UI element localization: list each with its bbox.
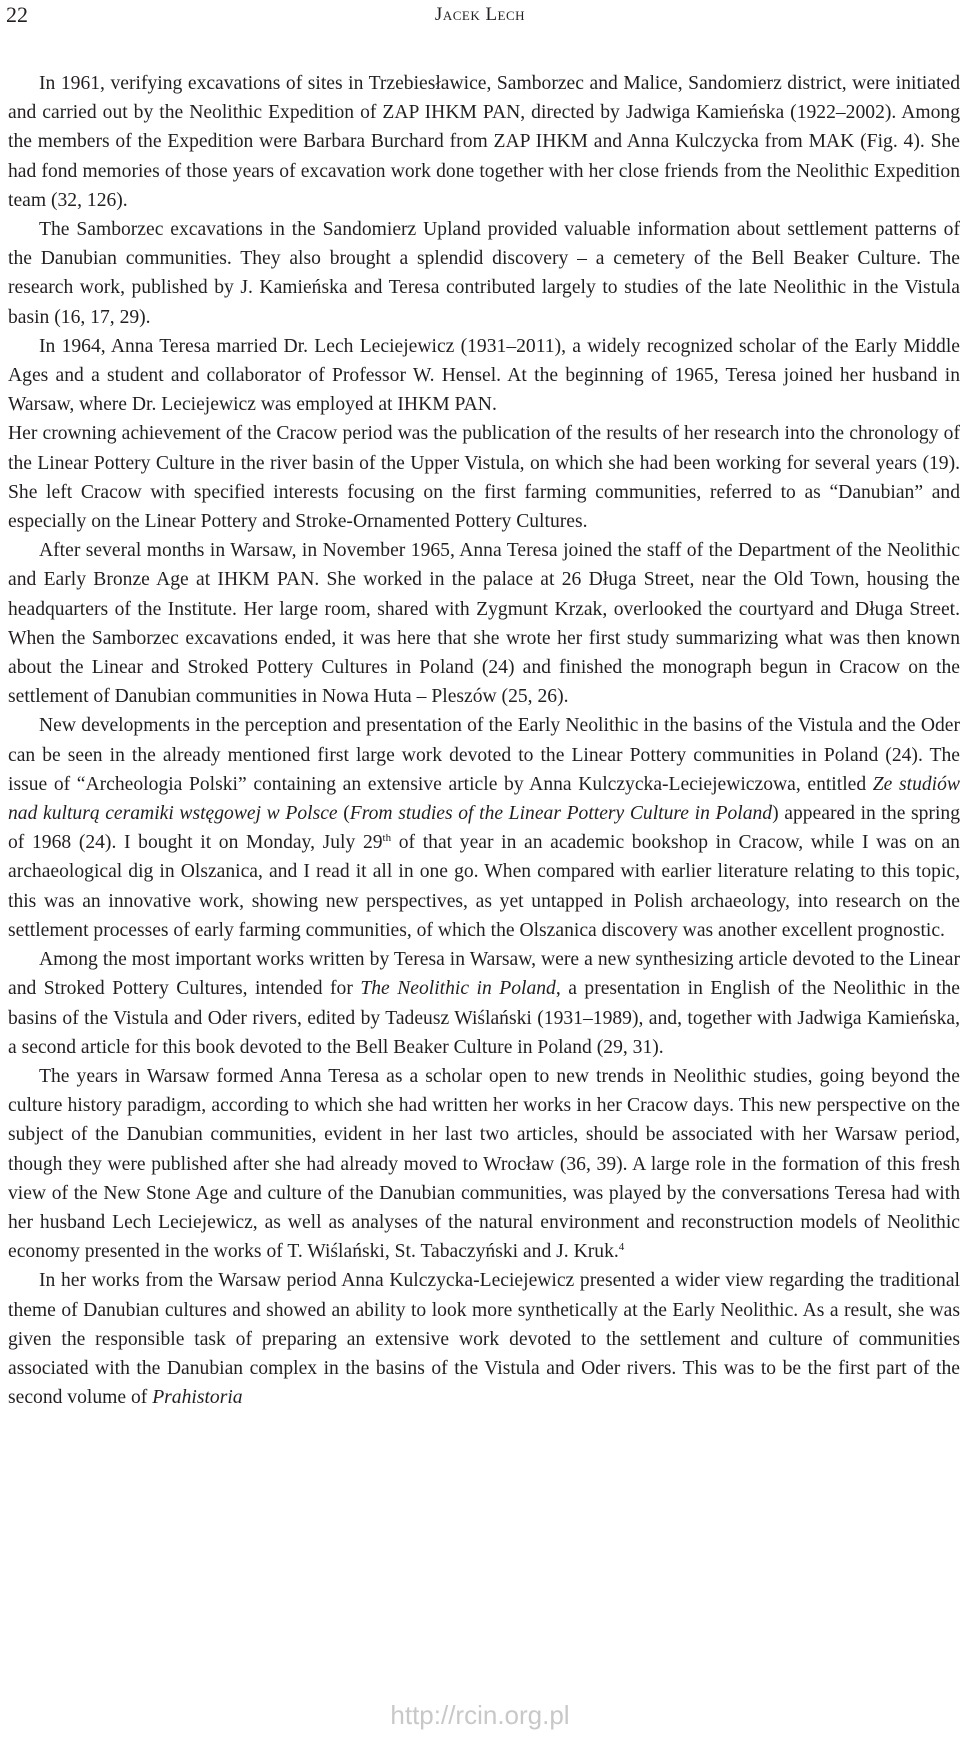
paragraph-5: After several months in Warsaw, in November 1965, Anna Teresa joined the staff of the Department of the Neolithic and Early Bronze Age at IHKM PAN. She worked in the palace at 26 Długa Street, near the Old Town, housing the headquarters of the Institute. Her large room, shared with Zygmunt Krzak, overlooked the courtyard and Długa Street. When the Samborzec excavations ended, it was here that she wrote her first study summarizing what was then known about the Linear and Stroked Pottery Cultures in Poland (24) and finished the monograph begun in Cracow on the settlement of Danubian communities in Nowa Huta – Pleszów (25, 26).: [8, 540, 960, 708]
paragraph-6-title-english: From studies of the Linear Pottery Culture in Poland: [349, 803, 773, 825]
body-text: [8, 69, 960, 1412]
paragraph-8: [8, 1062, 960, 1266]
paragraph-9-text: In her works from the Warsaw period Anna Kulczycka-Leciejewicz presented a wider view regarding the traditional theme of Danubian cultures and showed an ability to look more synthetically at the Early Neolithic. As a result, she was given the responsible task of preparing an extensive work devoted to the settlement and culture of communities associated with the Danubian complex in the basins of the Vistula and Oder rivers. This was to be the first part of the second volume of: [8, 1270, 960, 1409]
paragraph-7: [8, 945, 960, 1062]
paragraph-3: In 1964, Anna Teresa married Dr. Lech Leciejewicz (1931–2011), a widely recognized scholar of the Early Middle Ages and a student and collaborator of Professor W. Hensel. At the beginning of 1965, Teresa joined her husband in Warsaw, where Dr. Leciejewicz was employed at IHKM PAN.: [8, 335, 960, 416]
paragraph-7-text-2: , a presentation in English of the Neolithic in the basins of the Vistula and Oder rivers, edited by Tadeusz Wiślański (1931–1989), and, together with Jadwiga Kamieńska, a second article for this book devoted to the Bell Beaker Culture in Poland (29, 31).: [8, 978, 960, 1058]
paragraph-8-text: The years in Warsaw formed Anna Teresa as a scholar open to new trends in Neolithic studies, going beyond the culture history paradigm, according to which she had written her works in her Cracow days. This new perspective on the subject of the Danubian communities, evident in her last two articles, should be associated with her Warsaw period, though they were published after she had already moved to Wrocław (36, 39). A large role in the formation of this fresh view of the New Stone Age and culture of the Danubian communities, was played by the conversations Teresa had with her husband Lech Leciejewicz, as well as analyses of the natural environment and reconstruction models of Neolithic economy presented in the works of T. Wiślański, St. Tabaczyński and J. Kruk.: [8, 1065, 960, 1263]
page-number: 22: [6, 2, 28, 27]
running-head: Jacek Lech: [434, 4, 526, 25]
paragraph-6-text-1: New developments in the perception and presentation of the Early Neolithic in the basins of the Vistula and the Oder can be seen in the already mentioned first large work devoted to the Linear Pottery communities in Poland (24). The issue of “Archeologia Polski” containing an extensive article by Anna Kulczycka-Leciejewiczowa, entitled: [8, 715, 960, 795]
paragraph-1: In 1961, verifying excavations of sites in Trzebiesławice, Samborzec and Malice, Sandomierz district, were initiated and carried out by the Neolithic Expedition of ZAP IHKM PAN, directed by Jadwiga Kamieńska (1922–2002). Among the members of the Expedition were Barbara Burchard from ZAP IHKM and Anna Kulczycka from MAK (Fig. 4). She had fond memories of those years of excavation work done together with her close friends from the Neolithic Expedition team (32, 126).: [8, 73, 960, 211]
paragraph-9-book-title: Prahistoria: [152, 1387, 243, 1409]
paragraph-7-book-title: The Neolithic in Poland: [360, 978, 556, 1000]
paragraph-6-text-3: ) appeared in the spring of 1968 (24). I bought it on Monday, July 29: [8, 803, 960, 854]
paragraph-9: [8, 1266, 960, 1412]
paragraph-6-title-polish: Ze studiów nad kulturą ceramiki wstęgowej w Polsce: [8, 773, 960, 825]
paragraph-4: Her crowning achievement of the Cracow period was the publication of the results of her research into the chronology of the Linear Pottery Culture in the river basin of the Upper Vistula, on which she had been working for several years (19). She left Cracow with specified interests focusing on the first farming communities, referred to as “Danubian” and especially on the Linear Pottery and Stroke-Ornamented Pottery Cultures.: [8, 423, 960, 533]
paragraph-6-text-2: (: [337, 803, 350, 825]
paragraph-6: [8, 711, 960, 945]
paragraph-6-superscript: th: [382, 832, 392, 845]
paragraph-6-text-4: of that year in an academic bookshop in Cracow, while I was on an archaeological dig in Olszanica, and I read it all in one go. When compared with earlier literature relating to this topic, this was an innovative work, showing new perspectives, as yet untapped in Polish archaeology, into research on the settlement processes of early farming communities, of which the Olszanica discovery was another excellent prognostic.: [8, 832, 960, 941]
paragraph-7-text-1: Among the most important works written by Teresa in Warsaw, were a new synthesizing article devoted to the Linear and Stroked Pottery Cultures, intended for: [8, 949, 960, 1000]
footnote-marker-4[interactable]: 4: [618, 1241, 625, 1254]
paragraph-2: The Samborzec excavations in the Sandomierz Upland provided valuable information about settlement patterns of the Danubian communities. They also brought a splendid discovery – a cemetery of the Bell Beaker Culture. The research work, published by J. Kamieńska and Teresa contributed largely to studies of the late Neolithic in the Vistula basin (16, 17, 29).: [8, 219, 960, 328]
footer-url-watermark: http://rcin.org.pl: [390, 1700, 570, 1730]
